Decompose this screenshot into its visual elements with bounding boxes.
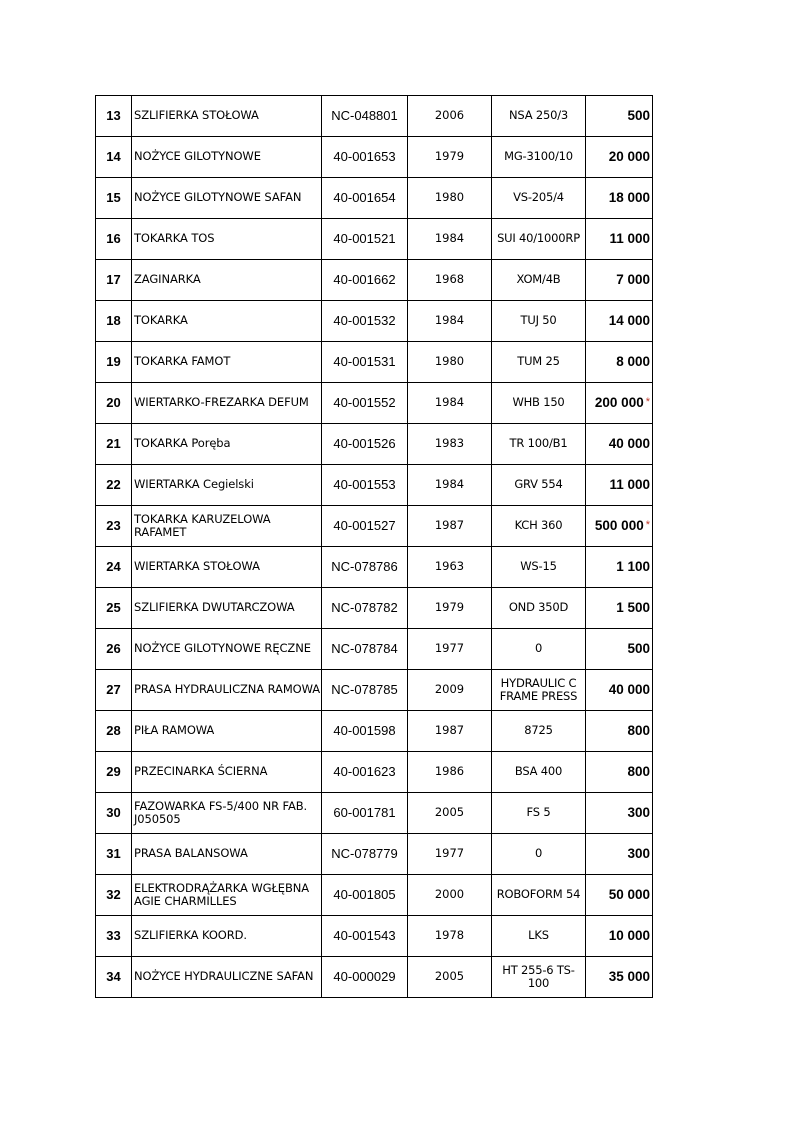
machine-type-cell: 0	[492, 834, 586, 875]
inventory-number-cell: NC-048801	[322, 96, 408, 137]
table-row	[96, 834, 653, 875]
table-row	[96, 588, 653, 629]
value-cell	[586, 506, 653, 547]
machine-name-cell: PRZECINARKA ŚCIERNA	[132, 752, 322, 793]
table-row	[96, 301, 653, 342]
production-year-cell: 1978	[408, 916, 492, 957]
asterisk-marker: *	[645, 396, 650, 409]
value-cell	[586, 834, 653, 875]
value-cell	[586, 670, 653, 711]
asterisk-marker: *	[645, 519, 650, 532]
row-number-cell: 31	[96, 834, 132, 875]
inventory-number-cell: 60-001781	[322, 793, 408, 834]
table-row	[96, 178, 653, 219]
inventory-number-cell: NC-078785	[322, 670, 408, 711]
value-cell	[586, 875, 653, 916]
machine-type-cell: LKS	[492, 916, 586, 957]
machine-type-cell: HT 255-6 TS-100	[492, 957, 586, 998]
production-year-cell: 1984	[408, 301, 492, 342]
value-cell	[586, 219, 653, 260]
inventory-number-cell: 40-001526	[322, 424, 408, 465]
table-row	[96, 260, 653, 301]
row-number-cell: 24	[96, 547, 132, 588]
machine-type-cell: WS-15	[492, 547, 586, 588]
inventory-number-cell: 40-001553	[322, 465, 408, 506]
value-cell	[586, 383, 653, 424]
inventory-number-cell: 40-000029	[322, 957, 408, 998]
row-number-cell: 34	[96, 957, 132, 998]
machine-name-cell: NOŻYCE GILOTYNOWE RĘCZNE	[132, 629, 322, 670]
inventory-number-cell: 40-001531	[322, 342, 408, 383]
value-amount: 50 000	[608, 887, 650, 903]
value-amount: 1 100	[616, 559, 650, 575]
table-row	[96, 670, 653, 711]
value-amount: 35 000	[608, 969, 650, 985]
machine-type-cell: WHB 150	[492, 383, 586, 424]
value-cell	[586, 547, 653, 588]
machine-name-cell: NOŻYCE GILOTYNOWE SAFAN	[132, 178, 322, 219]
value-cell	[586, 137, 653, 178]
machine-type-cell: TUJ 50	[492, 301, 586, 342]
machine-name-cell: FAZOWARKA FS-5/400 NR FAB. J050505	[132, 793, 322, 834]
machine-type-cell: ROBOFORM 54	[492, 875, 586, 916]
value-amount: 18 000	[608, 190, 650, 206]
value-cell	[586, 342, 653, 383]
production-year-cell: 1979	[408, 588, 492, 629]
machine-name-cell: SZLIFIERKA STOŁOWA	[132, 96, 322, 137]
production-year-cell: 2000	[408, 875, 492, 916]
value-amount: 40 000	[608, 436, 650, 452]
row-number-cell: 28	[96, 711, 132, 752]
machine-name-cell: WIERTARKO-FREZARKA DEFUM	[132, 383, 322, 424]
machine-inventory-body	[96, 96, 653, 998]
machine-type-cell: KCH 360	[492, 506, 586, 547]
inventory-number-cell: 40-001654	[322, 178, 408, 219]
value-amount: 40 000	[608, 682, 650, 698]
value-cell	[586, 465, 653, 506]
row-number-cell: 27	[96, 670, 132, 711]
machine-name-cell: NOŻYCE GILOTYNOWE	[132, 137, 322, 178]
inventory-number-cell: NC-078786	[322, 547, 408, 588]
inventory-number-cell: 40-001805	[322, 875, 408, 916]
machine-type-cell: VS-205/4	[492, 178, 586, 219]
machine-name-cell: NOŻYCE HYDRAULICZNE SAFAN	[132, 957, 322, 998]
inventory-number-cell: 40-001623	[322, 752, 408, 793]
row-number-cell: 17	[96, 260, 132, 301]
table-row	[96, 793, 653, 834]
value-cell	[586, 752, 653, 793]
production-year-cell: 2009	[408, 670, 492, 711]
machine-name-cell: TOKARKA TOS	[132, 219, 322, 260]
value-amount: 20 000	[608, 149, 650, 165]
machine-name-cell: TOKARKA KARUZELOWA RAFAMET	[132, 506, 322, 547]
value-amount: 300	[627, 846, 650, 862]
table-row	[96, 711, 653, 752]
row-number-cell: 14	[96, 137, 132, 178]
machine-name-cell: SZLIFIERKA KOORD.	[132, 916, 322, 957]
inventory-number-cell: 40-001653	[322, 137, 408, 178]
value-cell	[586, 260, 653, 301]
value-amount: 500 000	[594, 518, 644, 534]
value-amount: 800	[627, 723, 650, 739]
machine-type-cell: 0	[492, 629, 586, 670]
value-amount: 14 000	[608, 313, 650, 329]
value-cell	[586, 957, 653, 998]
production-year-cell: 2006	[408, 96, 492, 137]
inventory-number-cell: 40-001543	[322, 916, 408, 957]
production-year-cell: 1979	[408, 137, 492, 178]
table-row	[96, 383, 653, 424]
value-amount: 10 000	[608, 928, 650, 944]
machine-name-cell: WIERTARKA STOŁOWA	[132, 547, 322, 588]
table-row	[96, 916, 653, 957]
table-row	[96, 506, 653, 547]
row-number-cell: 13	[96, 96, 132, 137]
machine-type-cell: BSA 400	[492, 752, 586, 793]
value-cell	[586, 711, 653, 752]
inventory-number-cell: 40-001532	[322, 301, 408, 342]
value-amount: 500	[627, 108, 650, 124]
machine-type-cell: SUI 40/1000RP	[492, 219, 586, 260]
machine-name-cell: SZLIFIERKA DWUTARCZOWA	[132, 588, 322, 629]
table-row	[96, 219, 653, 260]
value-amount: 11 000	[609, 477, 650, 493]
machine-name-cell: TOKARKA	[132, 301, 322, 342]
row-number-cell: 23	[96, 506, 132, 547]
value-cell	[586, 301, 653, 342]
row-number-cell: 20	[96, 383, 132, 424]
production-year-cell: 1977	[408, 834, 492, 875]
table-row	[96, 547, 653, 588]
row-number-cell: 22	[96, 465, 132, 506]
production-year-cell: 1987	[408, 506, 492, 547]
inventory-number-cell: 40-001662	[322, 260, 408, 301]
row-number-cell: 18	[96, 301, 132, 342]
value-amount: 7 000	[616, 272, 650, 288]
production-year-cell: 1963	[408, 547, 492, 588]
machine-type-cell: TUM 25	[492, 342, 586, 383]
machine-name-cell: PRASA HYDRAULICZNA RAMOWA	[132, 670, 322, 711]
machine-name-cell: PRASA BALANSOWA	[132, 834, 322, 875]
machine-name-cell: PIŁA RAMOWA	[132, 711, 322, 752]
production-year-cell: 1984	[408, 219, 492, 260]
row-number-cell: 16	[96, 219, 132, 260]
value-cell	[586, 96, 653, 137]
row-number-cell: 19	[96, 342, 132, 383]
inventory-number-cell: NC-078784	[322, 629, 408, 670]
table-row	[96, 424, 653, 465]
value-amount: 8 000	[616, 354, 650, 370]
value-amount: 11 000	[609, 231, 650, 247]
table-row	[96, 752, 653, 793]
table-row	[96, 629, 653, 670]
machine-name-cell: TOKARKA FAMOT	[132, 342, 322, 383]
machine-inventory-table	[95, 95, 653, 998]
inventory-number-cell: NC-078779	[322, 834, 408, 875]
value-amount: 500	[627, 641, 650, 657]
machine-type-cell: HYDRAULIC C FRAME PRESS	[492, 670, 586, 711]
production-year-cell: 1983	[408, 424, 492, 465]
value-cell	[586, 793, 653, 834]
production-year-cell: 1968	[408, 260, 492, 301]
table-row	[96, 342, 653, 383]
production-year-cell: 2005	[408, 793, 492, 834]
row-number-cell: 30	[96, 793, 132, 834]
table-row	[96, 137, 653, 178]
inventory-number-cell: 40-001521	[322, 219, 408, 260]
inventory-number-cell: 40-001598	[322, 711, 408, 752]
value-cell	[586, 588, 653, 629]
machine-name-cell: ELEKTRODRĄŻARKA WGŁĘBNA AGIE CHARMILLES	[132, 875, 322, 916]
value-amount: 200 000	[594, 395, 644, 411]
row-number-cell: 32	[96, 875, 132, 916]
value-cell	[586, 916, 653, 957]
value-cell	[586, 178, 653, 219]
table-row	[96, 875, 653, 916]
machine-type-cell: MG-3100/10	[492, 137, 586, 178]
machine-name-cell: TOKARKA Poręba	[132, 424, 322, 465]
row-number-cell: 33	[96, 916, 132, 957]
production-year-cell: 1987	[408, 711, 492, 752]
machine-type-cell: FS 5	[492, 793, 586, 834]
machine-type-cell: TR 100/B1	[492, 424, 586, 465]
production-year-cell: 1980	[408, 342, 492, 383]
table-row	[96, 465, 653, 506]
machine-type-cell: OND 350D	[492, 588, 586, 629]
production-year-cell: 1984	[408, 383, 492, 424]
production-year-cell: 1980	[408, 178, 492, 219]
value-amount: 800	[627, 764, 650, 780]
value-amount: 1 500	[616, 600, 650, 616]
machine-type-cell: GRV 554	[492, 465, 586, 506]
value-amount: 300	[627, 805, 650, 821]
production-year-cell: 1977	[408, 629, 492, 670]
machine-type-cell: XOM/4B	[492, 260, 586, 301]
table-row	[96, 957, 653, 998]
row-number-cell: 29	[96, 752, 132, 793]
value-cell	[586, 629, 653, 670]
value-cell	[586, 424, 653, 465]
machine-name-cell: WIERTARKA Cegielski	[132, 465, 322, 506]
machine-type-cell: 8725	[492, 711, 586, 752]
row-number-cell: 25	[96, 588, 132, 629]
machine-type-cell: NSA 250/3	[492, 96, 586, 137]
row-number-cell: 15	[96, 178, 132, 219]
production-year-cell: 1986	[408, 752, 492, 793]
production-year-cell: 1984	[408, 465, 492, 506]
inventory-number-cell: NC-078782	[322, 588, 408, 629]
inventory-number-cell: 40-001552	[322, 383, 408, 424]
machine-name-cell: ZAGINARKA	[132, 260, 322, 301]
production-year-cell: 2005	[408, 957, 492, 998]
row-number-cell: 21	[96, 424, 132, 465]
row-number-cell: 26	[96, 629, 132, 670]
table-row	[96, 96, 653, 137]
inventory-number-cell: 40-001527	[322, 506, 408, 547]
